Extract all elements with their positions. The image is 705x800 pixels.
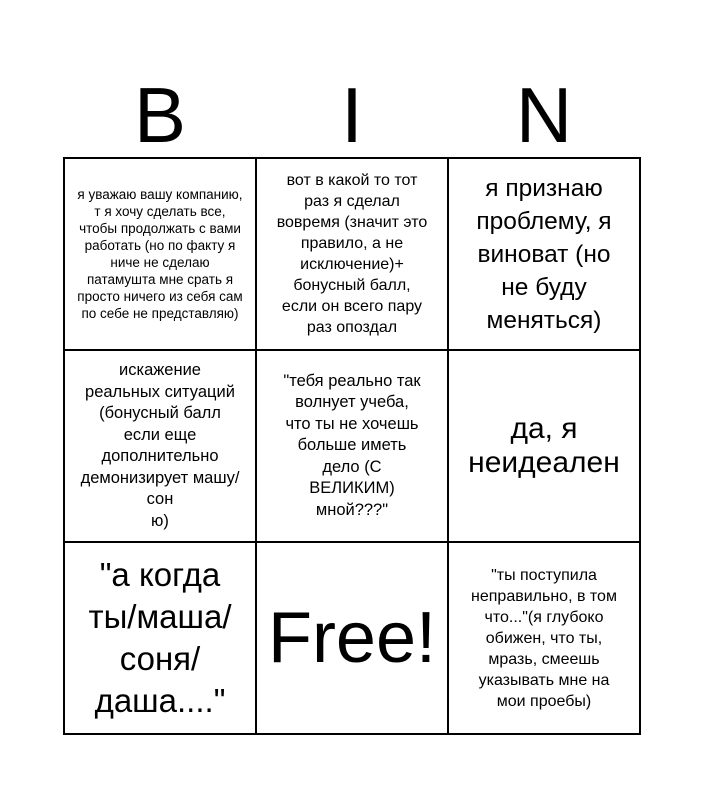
- bingo-cell-text: "тебя реально так волнует учеба, что ты не хочешь больше иметь дело (С ВЕЛИКИМ) мной???": [283, 371, 421, 519]
- bingo-cell-text: "ты поступила неправильно, в том что..."(я глубоко обижен, что ты, мразь, смеешь указывать мне на мои проебы): [471, 566, 617, 710]
- bingo-cell-1[interactable]: [65, 159, 257, 351]
- header-letter-b: B: [133, 71, 187, 159]
- header-letter-n: N: [515, 71, 573, 159]
- bingo-cell-6[interactable]: [449, 351, 641, 543]
- bingo-cell-7[interactable]: [65, 543, 257, 735]
- bingo-cell-2[interactable]: [257, 159, 449, 351]
- bingo-cell-9[interactable]: [449, 543, 641, 735]
- bingo-cell-text: вот в какой то тот раз я сделал вовремя (значит это правило, а не исключение)+ бонусный балл, если он всего пару раз опоздал: [276, 172, 428, 336]
- bingo-cell-text: "а когда ты/маша/ соня/ даша....": [88, 556, 232, 719]
- bingo-cell-text: я уважаю вашу компанию, т я хочу сделать все, чтобы продолжать с вами работать (но по факту я ниче не сделаю патамушта мне срать я просто ничего из себя сам по себе не представляю): [77, 187, 243, 321]
- bingo-cell-4[interactable]: [65, 351, 257, 543]
- free-space-label: Free!: [267, 598, 437, 678]
- bingo-cell-5[interactable]: [257, 351, 449, 543]
- bingo-cell-free[interactable]: [257, 543, 449, 735]
- bingo-cell-text: да, я неидеален: [468, 412, 620, 479]
- bingo-cell-3[interactable]: [449, 159, 641, 351]
- bingo-header: [64, 70, 642, 160]
- bingo-cell-text: я признаю проблему, я виноват (но не буду меняться): [476, 174, 612, 334]
- bingo-cell-text: искажение реальных ситуаций (бонусный балл если еще дополнительно демонизирует машу/ сон ю): [80, 361, 240, 530]
- bingo-grid: [63, 157, 641, 735]
- header-letter-i: I: [341, 71, 363, 159]
